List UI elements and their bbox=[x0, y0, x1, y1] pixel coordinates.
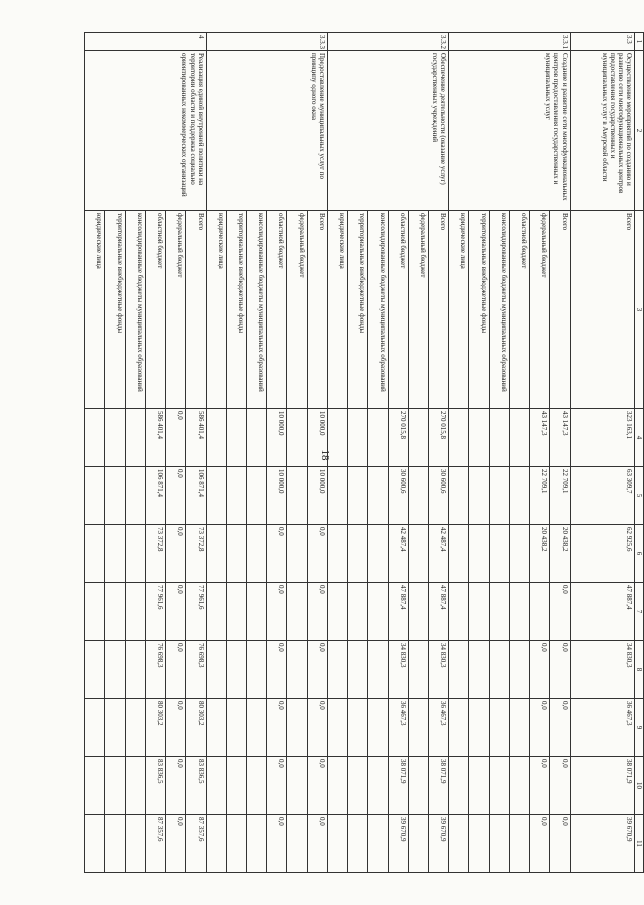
amount-cell: 10 000,0 bbox=[267, 409, 287, 467]
amount-cell bbox=[85, 815, 105, 873]
amount-cell bbox=[368, 583, 388, 641]
amount-cell bbox=[408, 467, 428, 525]
amount-cell: 0,0 bbox=[267, 815, 287, 873]
amount-cell bbox=[368, 467, 388, 525]
amount-cell bbox=[327, 409, 347, 467]
amount-cell: 73 372,8 bbox=[145, 525, 165, 583]
amount-cell bbox=[348, 641, 368, 699]
amount-cell: 0,0 bbox=[166, 409, 186, 467]
column-number-header: 6 bbox=[634, 525, 643, 583]
amount-cell: 30 600,6 bbox=[388, 467, 408, 525]
amount-cell bbox=[105, 525, 125, 583]
funding-source: Всего bbox=[570, 211, 634, 409]
amount-cell bbox=[327, 815, 347, 873]
amount-cell: 34 830,3 bbox=[428, 641, 448, 699]
amount-cell: 106 871,4 bbox=[145, 467, 165, 525]
amount-cell bbox=[247, 467, 267, 525]
amount-cell bbox=[509, 467, 529, 525]
amount-cell: 39 670,9 bbox=[570, 815, 634, 873]
amount-cell bbox=[348, 467, 368, 525]
table-row bbox=[186, 33, 206, 873]
amount-cell: 47 887,4 bbox=[428, 583, 448, 641]
amount-cell bbox=[206, 641, 226, 699]
amount-cell bbox=[287, 757, 307, 815]
column-number-header: 4 bbox=[634, 409, 643, 467]
amount-cell bbox=[489, 467, 509, 525]
amount-cell: 0,0 bbox=[550, 815, 570, 873]
amount-cell bbox=[408, 641, 428, 699]
amount-cell: 20 438,2 bbox=[530, 525, 550, 583]
funding-source: федеральный бюджет bbox=[530, 211, 550, 409]
amount-cell bbox=[206, 815, 226, 873]
amount-cell: 10 000,0 bbox=[307, 409, 327, 467]
column-number-header: 9 bbox=[634, 699, 643, 757]
amount-cell bbox=[469, 409, 489, 467]
amount-cell bbox=[348, 699, 368, 757]
amount-cell bbox=[509, 641, 529, 699]
funding-source: консолидированные бюджеты муниципальных образований bbox=[368, 211, 388, 409]
funding-source: территориальные внебюджетные фонды bbox=[469, 211, 489, 409]
amount-cell: 586 401,4 bbox=[186, 409, 206, 467]
amount-cell: 0,0 bbox=[530, 815, 550, 873]
funding-source: Всего bbox=[550, 211, 570, 409]
funding-source: консолидированные бюджеты муниципальных образований bbox=[125, 211, 145, 409]
amount-cell bbox=[530, 583, 550, 641]
column-number-header: 2 bbox=[634, 51, 643, 211]
amount-cell bbox=[509, 583, 529, 641]
amount-cell: 80 303,2 bbox=[186, 699, 206, 757]
amount-cell bbox=[348, 583, 368, 641]
amount-cell bbox=[206, 583, 226, 641]
funding-source: Всего bbox=[428, 211, 448, 409]
amount-cell: 39 670,9 bbox=[428, 815, 448, 873]
amount-cell bbox=[408, 699, 428, 757]
amount-cell bbox=[408, 525, 428, 583]
amount-cell bbox=[125, 467, 145, 525]
column-number-header: 10 bbox=[634, 757, 643, 815]
amount-cell: 0,0 bbox=[550, 641, 570, 699]
amount-cell: 0,0 bbox=[307, 757, 327, 815]
column-number-header: 11 bbox=[634, 815, 643, 873]
amount-cell bbox=[247, 583, 267, 641]
amount-cell: 47 887,4 bbox=[570, 583, 634, 641]
amount-cell bbox=[509, 409, 529, 467]
amount-cell: 20 438,2 bbox=[550, 525, 570, 583]
table-row bbox=[428, 33, 448, 873]
amount-cell bbox=[226, 583, 246, 641]
amount-cell bbox=[206, 409, 226, 467]
amount-cell bbox=[327, 467, 347, 525]
amount-cell bbox=[125, 641, 145, 699]
amount-cell: 38 071,9 bbox=[570, 757, 634, 815]
amount-cell bbox=[449, 641, 469, 699]
amount-cell bbox=[247, 699, 267, 757]
item-name: Реализация единой внутренней политики на территории области и поддержка социально ориентированных некоммерческих организаций bbox=[85, 51, 207, 211]
amount-cell: 0,0 bbox=[166, 815, 186, 873]
amount-cell bbox=[449, 409, 469, 467]
amount-cell: 38 071,9 bbox=[388, 757, 408, 815]
table-row bbox=[550, 33, 570, 873]
amount-cell: 0,0 bbox=[267, 699, 287, 757]
amount-cell: 47 887,4 bbox=[388, 583, 408, 641]
amount-cell: 0,0 bbox=[166, 467, 186, 525]
amount-cell: 0,0 bbox=[267, 641, 287, 699]
amount-cell: 83 836,5 bbox=[145, 757, 165, 815]
page-number: 18 bbox=[319, 449, 331, 461]
amount-cell bbox=[125, 757, 145, 815]
funding-source: консолидированные бюджеты муниципальных образований bbox=[489, 211, 509, 409]
amount-cell: 0,0 bbox=[530, 699, 550, 757]
amount-cell bbox=[105, 757, 125, 815]
amount-cell bbox=[449, 699, 469, 757]
amount-cell: 76 698,3 bbox=[186, 641, 206, 699]
amount-cell bbox=[469, 815, 489, 873]
amount-cell: 43 147,3 bbox=[530, 409, 550, 467]
funding-source: юридические лица bbox=[206, 211, 226, 409]
column-number-header: 1 bbox=[634, 33, 643, 51]
item-name: Обеспечение деятельности (оказание услуг) государственных учреждений bbox=[327, 51, 448, 211]
amount-cell: 0,0 bbox=[530, 757, 550, 815]
amount-cell bbox=[469, 699, 489, 757]
column-number-header: 7 bbox=[634, 583, 643, 641]
amount-cell bbox=[287, 699, 307, 757]
funding-source: консолидированные бюджеты муниципальных образований bbox=[247, 211, 267, 409]
table-row bbox=[307, 33, 327, 873]
amount-cell: 0,0 bbox=[166, 757, 186, 815]
table-header bbox=[634, 33, 643, 873]
amount-cell bbox=[368, 409, 388, 467]
amount-cell bbox=[408, 409, 428, 467]
amount-cell bbox=[327, 525, 347, 583]
amount-cell bbox=[509, 757, 529, 815]
amount-cell: 586 401,4 bbox=[145, 409, 165, 467]
item-number: 3.3.3 bbox=[206, 33, 327, 51]
amount-cell: 87 357,6 bbox=[186, 815, 206, 873]
amount-cell bbox=[469, 641, 489, 699]
amount-cell bbox=[469, 525, 489, 583]
amount-cell bbox=[125, 699, 145, 757]
amount-cell: 77 961,6 bbox=[145, 583, 165, 641]
amount-cell: 77 961,6 bbox=[186, 583, 206, 641]
amount-cell: 39 670,9 bbox=[388, 815, 408, 873]
amount-cell bbox=[489, 699, 509, 757]
amount-cell bbox=[348, 525, 368, 583]
amount-cell bbox=[368, 815, 388, 873]
amount-cell bbox=[489, 583, 509, 641]
funding-source: Всего bbox=[186, 211, 206, 409]
amount-cell bbox=[509, 699, 529, 757]
funding-source: областной бюджет bbox=[509, 211, 529, 409]
funding-source: федеральный бюджет bbox=[287, 211, 307, 409]
amount-cell: 83 836,5 bbox=[186, 757, 206, 815]
amount-cell bbox=[226, 699, 246, 757]
amount-cell bbox=[247, 409, 267, 467]
item-name: Создание и развитие сети многофункциональных центров предоставления государственных и муниципальных услуг bbox=[449, 51, 570, 211]
funding-source: территориальные внебюджетные фонды bbox=[105, 211, 125, 409]
amount-cell: 36 467,3 bbox=[570, 699, 634, 757]
amount-cell bbox=[85, 525, 105, 583]
amount-cell: 0,0 bbox=[550, 699, 570, 757]
amount-cell: 22 709,1 bbox=[530, 467, 550, 525]
item-name: Осуществление мероприятий по созданию и развитию сети многофункциональных центров предоставления государственных и муниципальных услуг в Амурской области bbox=[570, 51, 634, 211]
amount-cell bbox=[348, 409, 368, 467]
amount-cell: 63 309,7 bbox=[570, 467, 634, 525]
amount-cell bbox=[105, 409, 125, 467]
column-number-header: 8 bbox=[634, 641, 643, 699]
amount-cell bbox=[348, 815, 368, 873]
amount-cell bbox=[408, 757, 428, 815]
amount-cell: 36 467,3 bbox=[428, 699, 448, 757]
amount-cell bbox=[105, 815, 125, 873]
budget-table bbox=[84, 32, 644, 873]
funding-source: юридические лица bbox=[85, 211, 105, 409]
amount-cell bbox=[247, 641, 267, 699]
amount-cell: 42 487,4 bbox=[428, 525, 448, 583]
amount-cell bbox=[469, 757, 489, 815]
amount-cell: 0,0 bbox=[166, 641, 186, 699]
amount-cell bbox=[449, 583, 469, 641]
amount-cell bbox=[226, 409, 246, 467]
amount-cell bbox=[105, 583, 125, 641]
amount-cell bbox=[226, 815, 246, 873]
amount-cell: 0,0 bbox=[166, 583, 186, 641]
funding-source: юридические лица bbox=[449, 211, 469, 409]
amount-cell: 0,0 bbox=[307, 525, 327, 583]
amount-cell bbox=[206, 699, 226, 757]
amount-cell: 76 698,3 bbox=[145, 641, 165, 699]
amount-cell bbox=[247, 815, 267, 873]
amount-cell bbox=[226, 525, 246, 583]
amount-cell bbox=[125, 525, 145, 583]
amount-cell: 0,0 bbox=[307, 699, 327, 757]
amount-cell bbox=[105, 641, 125, 699]
amount-cell bbox=[105, 467, 125, 525]
amount-cell: 270 015,8 bbox=[428, 409, 448, 467]
amount-cell bbox=[287, 641, 307, 699]
funding-source: федеральный бюджет bbox=[166, 211, 186, 409]
amount-cell bbox=[125, 815, 145, 873]
amount-cell bbox=[368, 757, 388, 815]
amount-cell: 36 467,3 bbox=[388, 699, 408, 757]
amount-cell bbox=[287, 525, 307, 583]
amount-cell bbox=[489, 757, 509, 815]
amount-cell bbox=[489, 409, 509, 467]
amount-cell bbox=[449, 467, 469, 525]
table-row bbox=[570, 33, 634, 873]
amount-cell bbox=[469, 583, 489, 641]
amount-cell: 0,0 bbox=[307, 583, 327, 641]
amount-cell: 22 709,1 bbox=[550, 467, 570, 525]
item-number: 3.3.1 bbox=[449, 33, 570, 51]
amount-cell: 10 000,0 bbox=[307, 467, 327, 525]
amount-cell bbox=[327, 583, 347, 641]
funding-source: областной бюджет bbox=[388, 211, 408, 409]
table-body bbox=[85, 33, 635, 873]
amount-cell bbox=[408, 815, 428, 873]
amount-cell: 0,0 bbox=[550, 757, 570, 815]
amount-cell: 323 163,1 bbox=[570, 409, 634, 467]
amount-cell bbox=[247, 757, 267, 815]
amount-cell bbox=[85, 583, 105, 641]
amount-cell bbox=[408, 583, 428, 641]
amount-cell: 0,0 bbox=[307, 641, 327, 699]
amount-cell: 30 600,6 bbox=[428, 467, 448, 525]
amount-cell bbox=[85, 699, 105, 757]
amount-cell: 0,0 bbox=[530, 641, 550, 699]
amount-cell bbox=[247, 525, 267, 583]
amount-cell: 80 303,2 bbox=[145, 699, 165, 757]
amount-cell: 0,0 bbox=[267, 525, 287, 583]
item-name: Предоставление муниципальных услуг по принципу одного окна bbox=[206, 51, 327, 211]
amount-cell bbox=[368, 641, 388, 699]
funding-source: территориальные внебюджетные фонды bbox=[226, 211, 246, 409]
amount-cell bbox=[206, 525, 226, 583]
funding-source: Всего bbox=[307, 211, 327, 409]
amount-cell: 62 925,6 bbox=[570, 525, 634, 583]
amount-cell: 42 487,4 bbox=[388, 525, 408, 583]
amount-cell: 43 147,3 bbox=[550, 409, 570, 467]
amount-cell bbox=[85, 409, 105, 467]
amount-cell bbox=[226, 757, 246, 815]
amount-cell bbox=[226, 641, 246, 699]
amount-cell bbox=[226, 467, 246, 525]
amount-cell bbox=[348, 757, 368, 815]
amount-cell bbox=[327, 757, 347, 815]
item-number: 3.3.2 bbox=[327, 33, 448, 51]
amount-cell bbox=[327, 641, 347, 699]
amount-cell bbox=[469, 467, 489, 525]
amount-cell bbox=[85, 467, 105, 525]
amount-cell bbox=[509, 815, 529, 873]
amount-cell bbox=[368, 525, 388, 583]
funding-source: областной бюджет bbox=[145, 211, 165, 409]
amount-cell: 34 830,3 bbox=[570, 641, 634, 699]
amount-cell: 38 071,9 bbox=[428, 757, 448, 815]
amount-cell bbox=[206, 757, 226, 815]
funding-source: территориальные внебюджетные фонды bbox=[348, 211, 368, 409]
amount-cell bbox=[287, 467, 307, 525]
column-number-header: 3 bbox=[634, 211, 643, 409]
amount-cell: 73 372,8 bbox=[186, 525, 206, 583]
amount-cell bbox=[327, 699, 347, 757]
amount-cell bbox=[449, 757, 469, 815]
amount-cell: 0,0 bbox=[307, 815, 327, 873]
amount-cell bbox=[489, 641, 509, 699]
amount-cell: 0,0 bbox=[166, 699, 186, 757]
amount-cell: 0,0 bbox=[550, 583, 570, 641]
funding-source: областной бюджет bbox=[267, 211, 287, 409]
amount-cell bbox=[509, 525, 529, 583]
item-number: 4 bbox=[85, 33, 207, 51]
rotated-table-container bbox=[84, 32, 644, 872]
amount-cell bbox=[449, 815, 469, 873]
amount-cell bbox=[287, 583, 307, 641]
amount-cell bbox=[85, 641, 105, 699]
amount-cell: 0,0 bbox=[267, 583, 287, 641]
amount-cell bbox=[287, 815, 307, 873]
amount-cell: 87 357,6 bbox=[145, 815, 165, 873]
funding-source: юридические лица bbox=[327, 211, 347, 409]
amount-cell: 10 000,0 bbox=[267, 467, 287, 525]
amount-cell: 0,0 bbox=[166, 525, 186, 583]
amount-cell bbox=[125, 409, 145, 467]
amount-cell bbox=[85, 757, 105, 815]
item-number: 3.3 bbox=[570, 33, 634, 51]
amount-cell: 106 871,4 bbox=[186, 467, 206, 525]
amount-cell bbox=[125, 583, 145, 641]
amount-cell bbox=[449, 525, 469, 583]
amount-cell: 34 830,3 bbox=[388, 641, 408, 699]
amount-cell bbox=[287, 409, 307, 467]
amount-cell: 270 015,8 bbox=[388, 409, 408, 467]
amount-cell: 0,0 bbox=[267, 757, 287, 815]
amount-cell bbox=[489, 525, 509, 583]
amount-cell bbox=[206, 467, 226, 525]
amount-cell bbox=[489, 815, 509, 873]
column-number-header: 5 bbox=[634, 467, 643, 525]
amount-cell bbox=[368, 699, 388, 757]
amount-cell bbox=[105, 699, 125, 757]
funding-source: федеральный бюджет bbox=[408, 211, 428, 409]
